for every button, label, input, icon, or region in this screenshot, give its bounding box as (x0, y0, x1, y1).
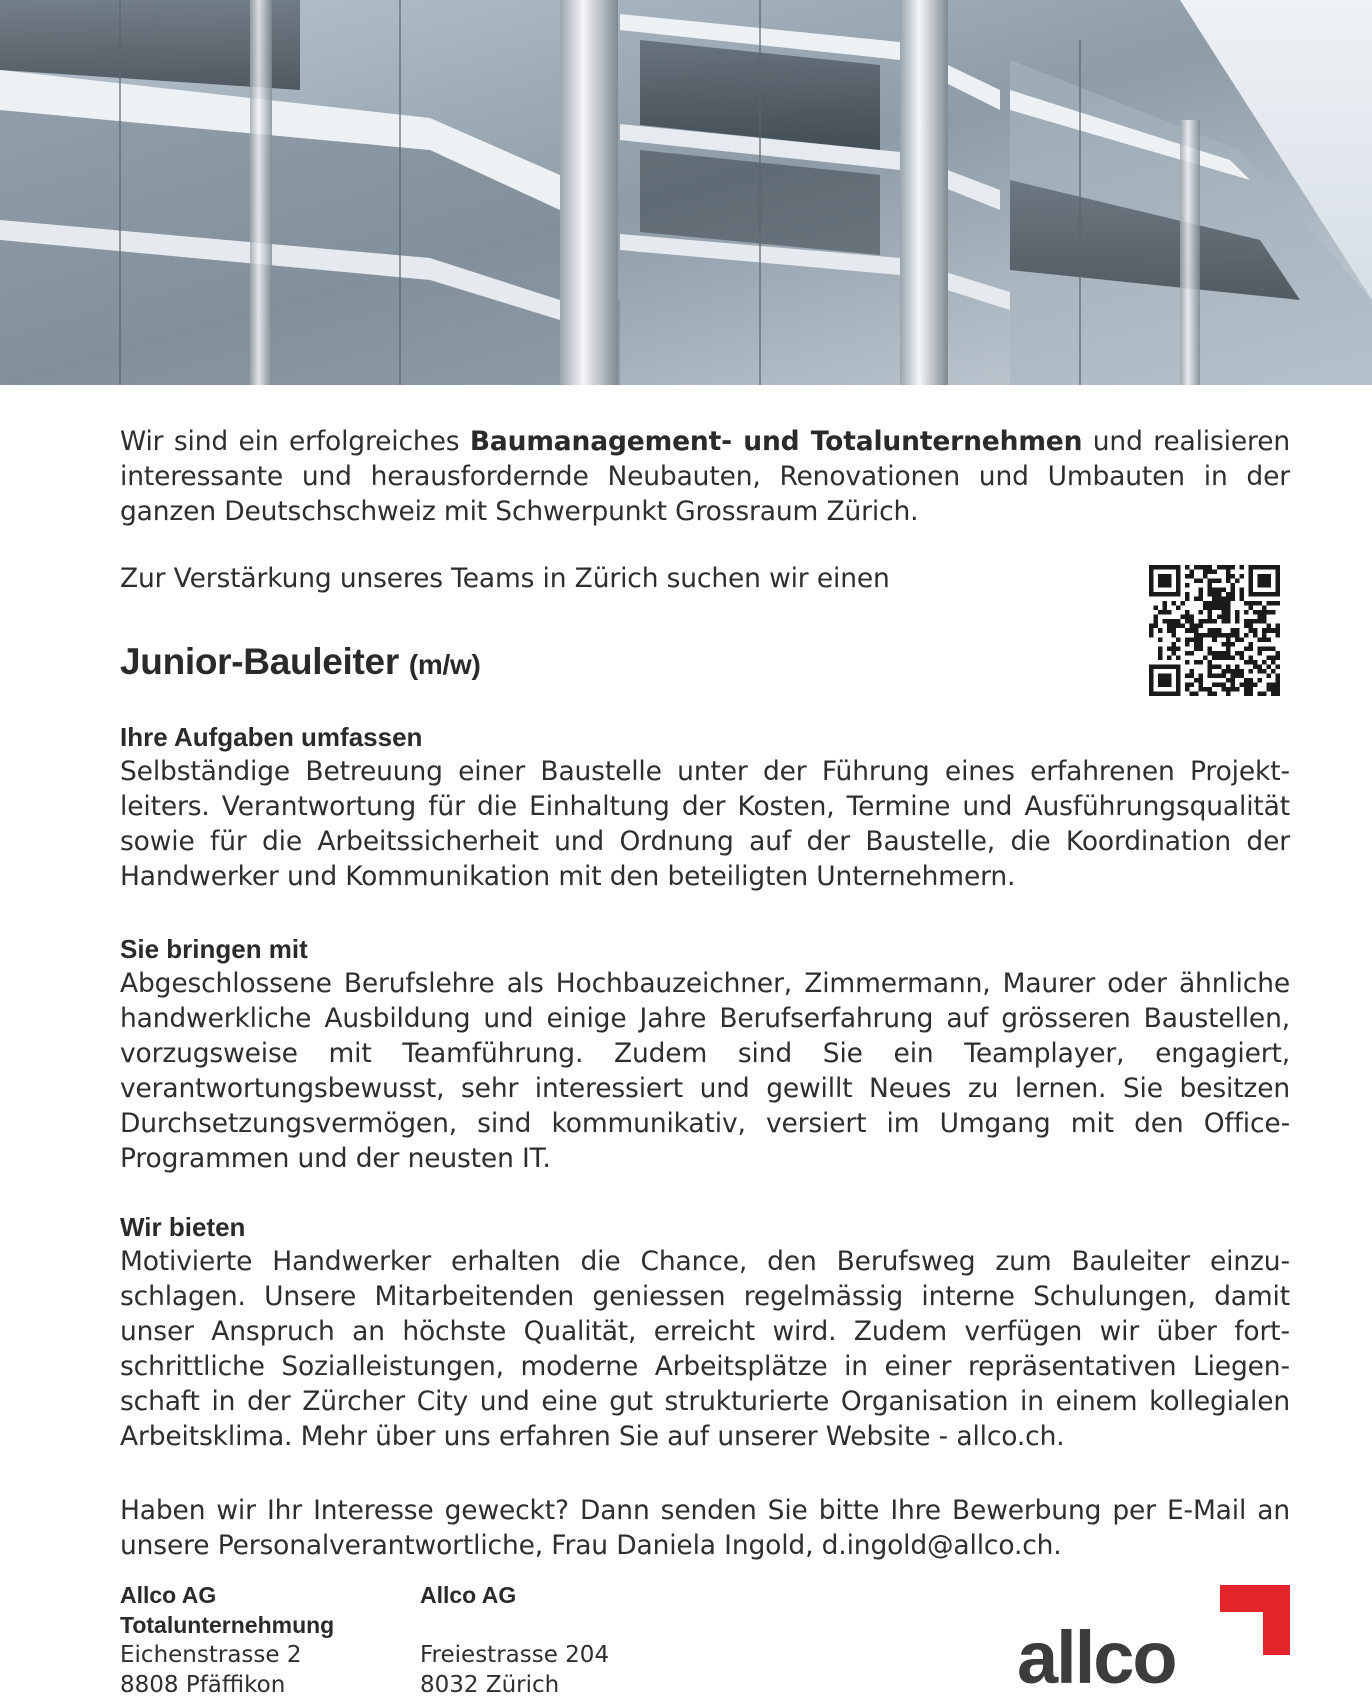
address-city: 8808 Pfäffikon (120, 1672, 286, 1698)
hero-building-photo (0, 0, 1372, 385)
section-text: Selbständige Betreuung einer Baustelle unter der Führung eines erfahrenen Projektleiters. Verantwortung für die Einhaltung der Kosten, Termine und Ausführungsqualität sowie für die Arbeitssicherheit und Ordnung auf der Baustelle, die Koordination der Handwerker und Kommunikation mit den beteiligten Unternehmern. (120, 756, 1290, 892)
address-company: Allco AG (420, 1582, 517, 1608)
address-subtitle: Totalunternehmung (120, 1612, 335, 1638)
allco-logo (1015, 1585, 1290, 1695)
address-street: Eichenstrasse 2 (120, 1642, 302, 1668)
address-company: Allco AG (120, 1582, 217, 1608)
job-title-suffix: (m/w) (408, 649, 481, 680)
qr-code-icon[interactable] (1149, 565, 1280, 696)
intro-text-end: und realisieren interessante und herausfordernde Neubauten, Renovationen und Umbauten in der ganzen Deutschschweiz mit Schwerpunkt Grossraum Zürich. (120, 426, 1291, 527)
section-tasks (120, 720, 1290, 894)
section-heading: Wir bieten (120, 1212, 246, 1242)
intro-paragraph (120, 424, 1290, 529)
intro-text-start: Wir sind ein erfolgreiches (120, 426, 470, 457)
closing-paragraph: Haben wir Ihr Interesse geweckt? Dann senden Sie bitte Ihre Bewerbung per E-Mail an unsere Personalverantwortliche, Frau Daniela Ingold, d.ingold@allco.ch. (120, 1495, 1290, 1561)
company-type-emphasis: Baumanagement- und Totalunternehmen (469, 426, 1083, 457)
section-heading: Ihre Aufgaben umfassen (120, 722, 423, 752)
logo-accent-mark (1220, 1585, 1290, 1655)
address-subtitle (420, 1610, 609, 1640)
section-requirements (120, 932, 1290, 1176)
address-street: Freiestrasse 204 (420, 1642, 610, 1668)
section-offer (120, 1210, 1290, 1454)
section-text: Abgeschlossene Berufslehre als Hochbauzeichner, Zimmermann, Maurer oder ähnliche handwerkliche Ausbildung und einige Jahre Berufserfahrung auf grösseren Baustellen, vorzugsweise mit Teamführung. Zudem sind Sie ein Teamplayer, engagiert, verantwortungsbewusst, sehr interessiert und gewillt Neues zu lernen. Sie besitzen Durchsetzungsvermögen, sind kommunikativ, versiert im Umgang mit den Office-Programmen und der neusten IT. (120, 968, 1290, 1174)
address-zuerich (420, 1580, 609, 1700)
job-title-main: Junior-Bauleiter (120, 641, 399, 682)
section-heading: Sie bringen mit (120, 934, 308, 964)
logo-wordmark: allco (1017, 1616, 1176, 1695)
job-title (120, 641, 481, 683)
search-lead-text: Zur Verstärkung unseres Teams in Zürich suchen wir einen (120, 563, 890, 594)
address-pfaeffikon (120, 1580, 334, 1700)
section-text: Motivierte Handwerker erhalten die Chance, den Berufsweg zum Bauleiter einzuschlagen. Unsere Mitarbeitenden geniessen regelmässig interne Schulungen, damit unser Anspruch an höchste Qualität, erreicht wird. Zudem verfügen wir über fortschrittliche Sozialleistungen, moderne Arbeitsplätze in einer repräsentativen Liegenschaft in der Zürcher City und eine gut strukturierte Organisation in einem kollegialen Arbeitsklima. Mehr über uns erfahren Sie auf unserer Website - allco.ch. (120, 1246, 1290, 1452)
address-city: 8032 Zürich (420, 1672, 560, 1698)
